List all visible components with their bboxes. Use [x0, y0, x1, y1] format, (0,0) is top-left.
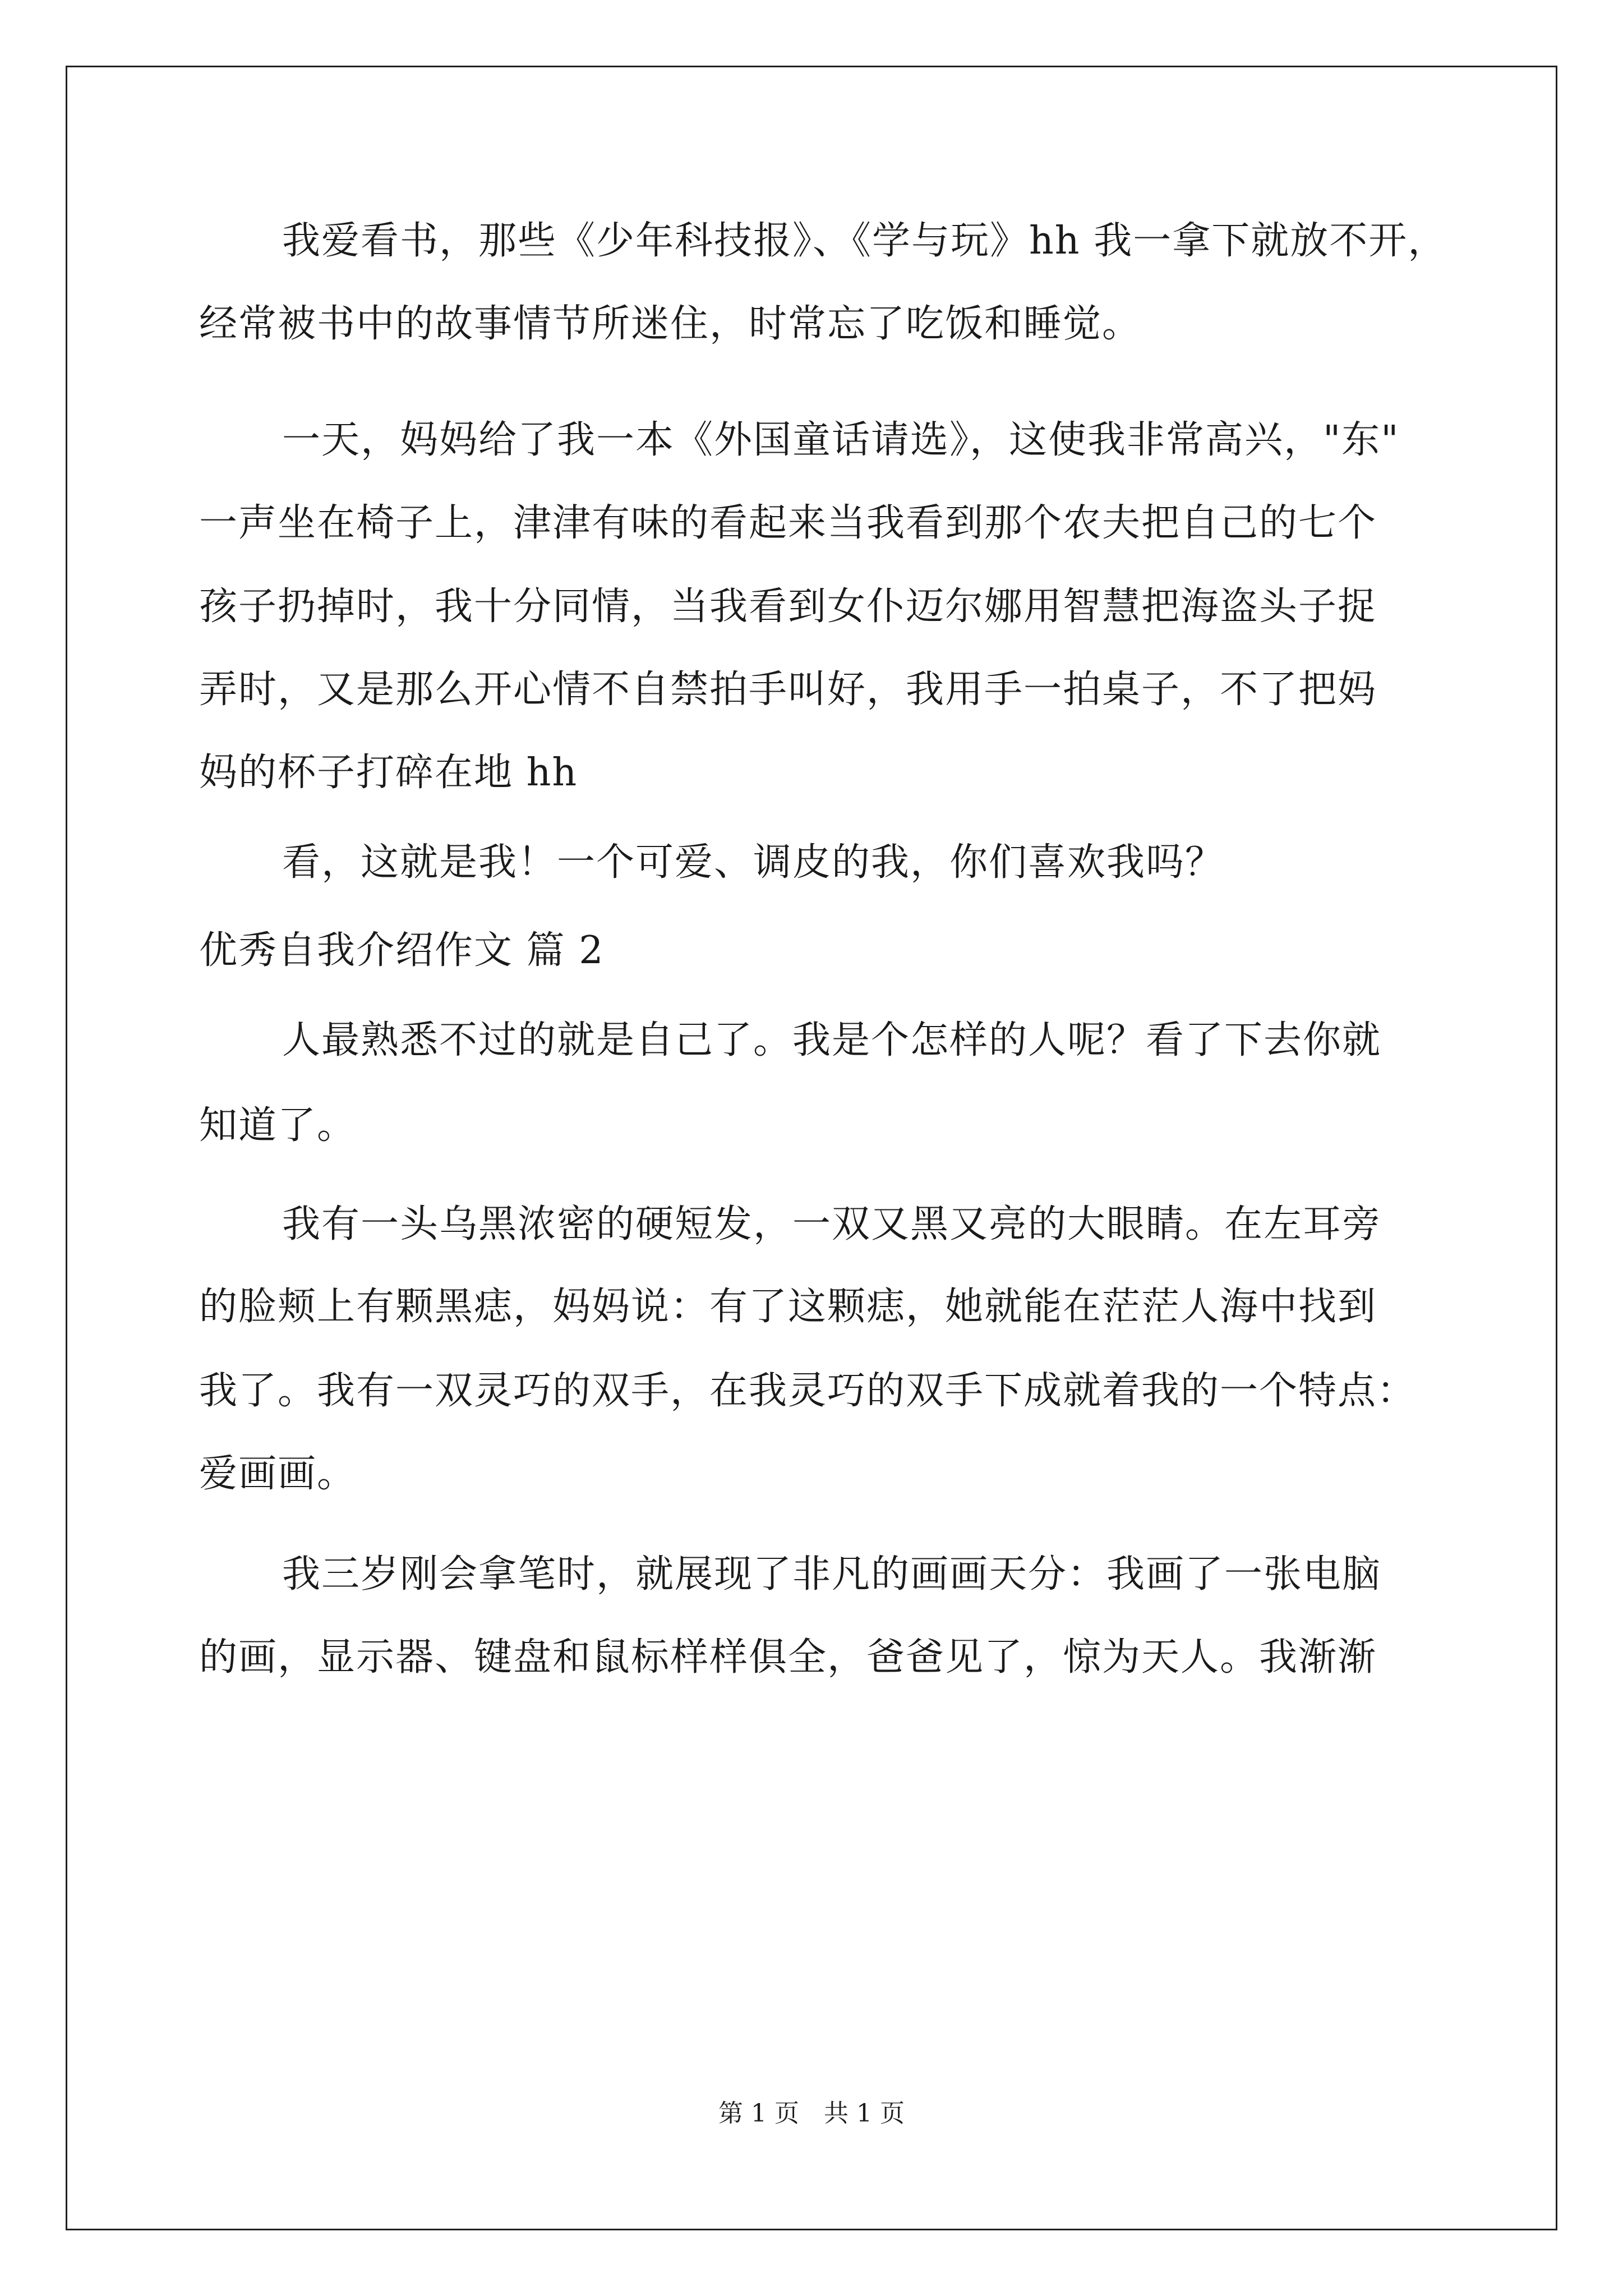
paragraph-2-line-3: 孩子扔掉时，我十分同情，当我看到女仆迈尔娜用智慧把海盗头子捉 [199, 585, 1377, 629]
paragraph-5-line-4: 爱画画。 [199, 1452, 357, 1496]
paragraph-2-line-5: 妈的杯子打碎在地 hh [199, 751, 578, 795]
paragraph-1-line-2: 经常被书中的故事情节所迷住，时常忘了吃饭和睡觉。 [199, 302, 1142, 346]
paragraph-3-line-1: 看，这就是我！一个可爱、调皮的我，你们喜欢我吗？ [282, 840, 1225, 885]
paragraph-6-line-2: 的画，显示器、键盘和鼠标样样俱全，爸爸见了，惊为天人。我渐渐 [199, 1635, 1377, 1680]
paragraph-5-line-1: 我有一头乌黑浓密的硬短发，一双又黑又亮的大眼睛。在左耳旁 [282, 1202, 1382, 1246]
paragraph-2-line-4: 弄时，又是那么开心情不自禁拍手叫好，我用手一拍桌子，不了把妈 [199, 668, 1377, 712]
paragraph-4-line-1: 人最熟悉不过的就是自己了。我是个怎样的人呢？看了下去你就 [282, 1018, 1382, 1062]
paragraph-5-line-2: 的脸颊上有颗黑痣，妈妈说：有了这颗痣，她就能在茫茫人海中找到 [199, 1285, 1377, 1329]
paragraph-5-line-3: 我了。我有一双灵巧的双手，在我灵巧的双手下成就着我的一个特点： [199, 1369, 1417, 1413]
paragraph-4-line-2: 知道了。 [199, 1103, 357, 1148]
paragraph-2-line-2: 一声坐在椅子上，津津有味的看起来当我看到那个农夫把自己的七个 [199, 501, 1377, 545]
paragraph-1-line-1: 我爱看书，那些《少年科技报》、《学与玩》hh 我一拿下就放不开， [282, 219, 1447, 263]
paragraph-6-line-1: 我三岁刚会拿笔时，就展现了非凡的画画天分：我画了一张电脑 [282, 1552, 1382, 1596]
section-heading: 优秀自我介绍作文 篇 2 [199, 928, 605, 973]
page-footer: 第 1 页 共 1 页 [718, 2099, 905, 2128]
paragraph-2-line-1: 一天，妈妈给了我一本《外国童话请选》，这使我非常高兴，"东" [282, 418, 1400, 462]
